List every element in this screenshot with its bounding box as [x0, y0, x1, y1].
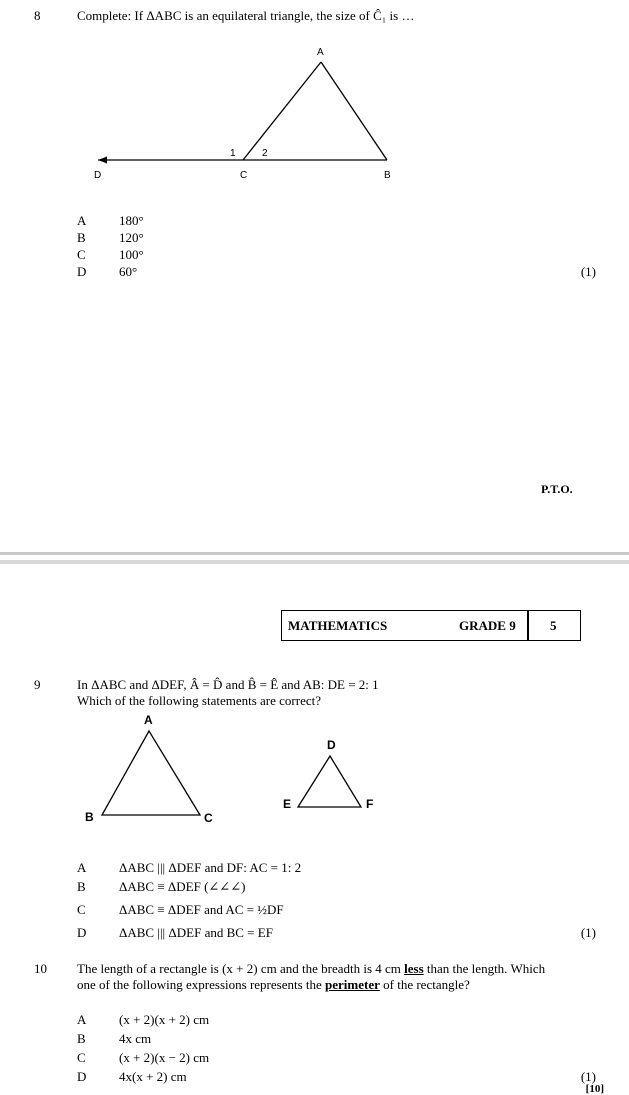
q9-mark: (1) [580, 925, 596, 940]
q9-option-b-text: ΔABC ≡ ΔDEF (∠∠∠) [119, 879, 246, 894]
q10-total: [10] [585, 1084, 604, 1095]
header-page-number: 5 [550, 617, 557, 633]
q8-angle-2: 2 [262, 148, 268, 159]
q9-option-d-letter: D [77, 925, 87, 940]
q8-text: Complete: If ΔABC is an equilateral triangle, the size of Ĉ₁ is … [77, 8, 415, 23]
q9-triangles-diagram [0, 700, 629, 840]
q10-option-d-letter: D [77, 1069, 87, 1084]
q10-option-d-text: 4x(x + 2) cm [119, 1069, 187, 1084]
q10-mark: (1) [580, 1069, 596, 1084]
q8-angle-1: 1 [230, 148, 236, 159]
q8-option-b-text: 120° [119, 230, 144, 245]
q8-mark: (1) [580, 264, 596, 279]
q10-option-a-text: (x + 2)(x + 2) cm [119, 1012, 210, 1027]
q10-option-b-text: 4x cm [119, 1031, 152, 1046]
q10-number: 10 [34, 961, 47, 976]
q10-emphasis-perimeter: perimeter [325, 977, 380, 992]
q9-label-b: B [85, 810, 94, 824]
q8-label-b: B [384, 170, 391, 181]
q9-label-d: D [327, 738, 336, 752]
pto-label: P.T.O. [541, 482, 573, 496]
q8-number: 8 [34, 8, 41, 23]
q10-emphasis-less: less [404, 961, 424, 976]
page-header-box [281, 610, 581, 641]
q8-triangle-diagram [0, 0, 629, 200]
q8-option-d-text: 60° [119, 264, 138, 279]
q10-line1-part1: The length of a rectangle is (x + 2) cm and the breadth is 4 cm [77, 961, 405, 976]
q9-label-a: A [144, 713, 153, 727]
q8-label-a: A [317, 47, 324, 58]
q8-option-c-text: 100° [119, 247, 144, 262]
page-separator-top [0, 552, 629, 555]
q10-option-a-letter: A [77, 1012, 87, 1027]
q8-label-c: C [240, 170, 248, 181]
header-divider [527, 611, 529, 640]
q8-option-c-letter: C [77, 247, 86, 262]
q8-option-a-letter: A [77, 213, 87, 228]
q10-line2-part1: one of the following expressions represents the [77, 977, 326, 992]
q9-number: 9 [34, 677, 41, 692]
q9-label-e: E [283, 797, 292, 811]
q8-option-a-text: 180° [119, 213, 144, 228]
q8-option-b-letter: B [77, 230, 86, 245]
q9-label-c: C [204, 811, 213, 825]
q9-line1: In ΔABC and ΔDEF, Â = D̂ and B̂ = Ê and AB: DE = 2: 1 [77, 677, 379, 692]
q10-line2 [77, 977, 470, 993]
q9-option-c-letter: C [77, 902, 86, 917]
q10-line1-part3: than the length. Which [423, 961, 546, 976]
q9-line2: Which of the following statements are correct? [77, 693, 322, 708]
q9-option-a-text: ΔABC ||| ΔDEF and DF: AC = 1: 2 [119, 860, 302, 875]
q10-option-c-letter: C [77, 1050, 86, 1065]
q9-option-a-letter: A [77, 860, 87, 875]
q8-option-d-letter: D [77, 264, 87, 279]
q8-label-d: D [94, 170, 102, 181]
q9-label-f: F [366, 797, 374, 811]
q10-line1 [77, 961, 545, 977]
q10-line2-part3: of the rectangle? [379, 977, 470, 992]
q9-option-c-text: ΔABC ≡ ΔDEF and AC = ½DF [119, 902, 284, 917]
q9-option-b-letter: B [77, 879, 86, 894]
q10-option-c-text: (x + 2)(x − 2) cm [119, 1050, 210, 1065]
header-grade: GRADE 9 [459, 617, 516, 633]
page-separator-bottom [0, 560, 629, 564]
q9-option-d-text: ΔABC ||| ΔDEF and BC = EF [119, 925, 273, 940]
q10-option-b-letter: B [77, 1031, 86, 1046]
header-subject: MATHEMATICS [288, 617, 388, 633]
